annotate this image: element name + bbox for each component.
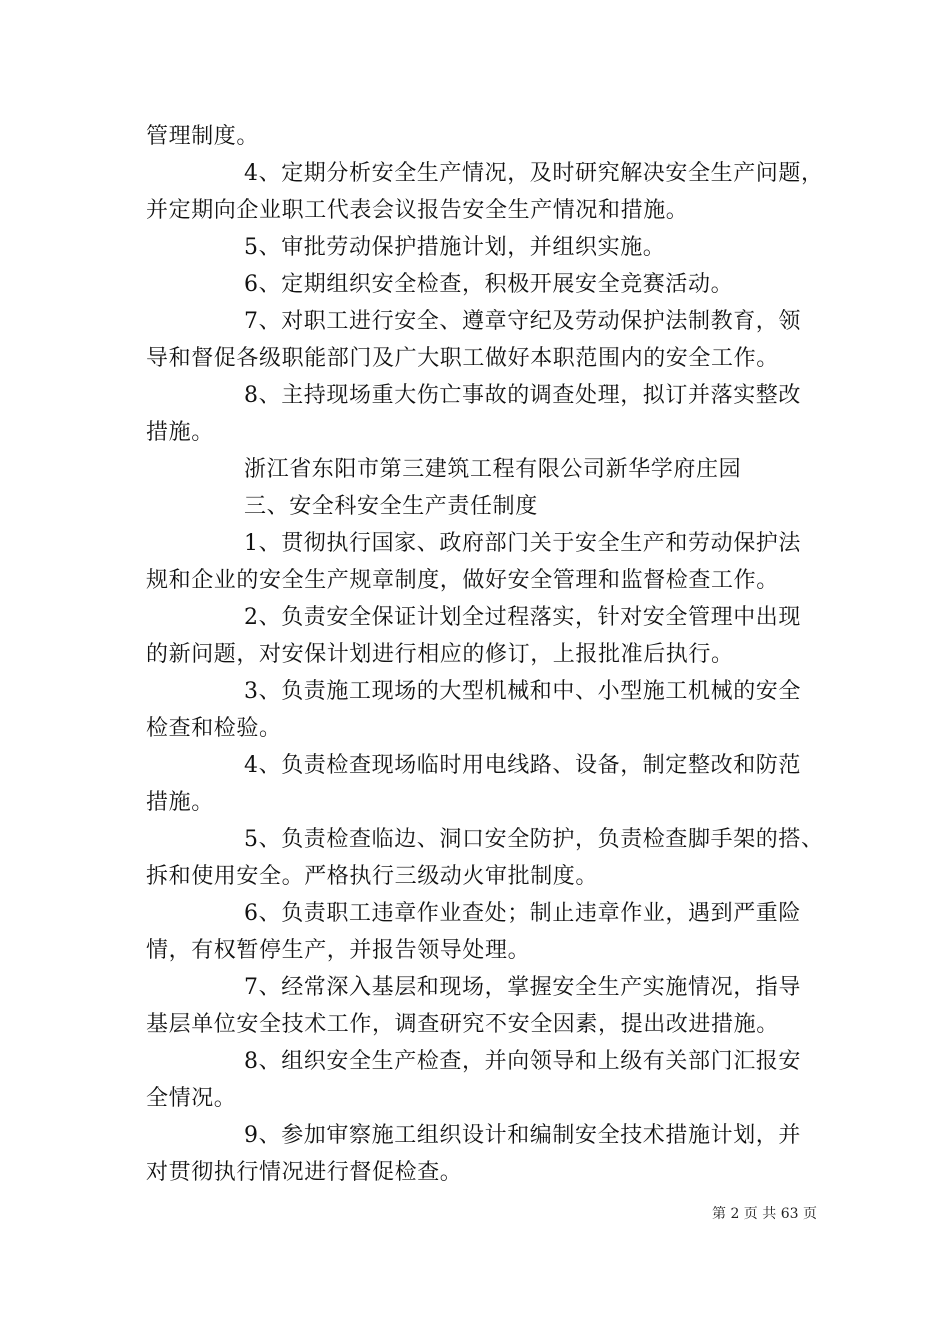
section-heading: 三、安全科安全生产责任制度 bbox=[244, 494, 538, 519]
document-body bbox=[146, 118, 836, 1191]
text-line: 拆和使用安全。严格执行三级动火审批制度。 bbox=[146, 864, 599, 889]
text-line: 情，有权暂停生产，并报告领导处理。 bbox=[146, 938, 531, 963]
page-number-footer: 第 2 页 共 63 页 bbox=[712, 1206, 817, 1222]
text-line: 4、定期分析安全生产情况，及时研究解决安全生产问题， bbox=[244, 161, 824, 186]
text-line: 全情况。 bbox=[146, 1086, 237, 1111]
text-line: 9、参加审察施工组织设计和编制安全技术措施计划，并 bbox=[244, 1123, 801, 1148]
text-line: 5、负责检查临边、洞口安全防护，负责检查脚手架的搭、 bbox=[244, 827, 824, 852]
text-line: 8、主持现场重大伤亡事故的调查处理，拟订并落实整改 bbox=[244, 383, 801, 408]
text-line: 规和企业的安全生产规章制度，做好安全管理和监督检查工作。 bbox=[146, 568, 779, 593]
text-line: 4、负责检查现场临时用电线路、设备，制定整改和防范 bbox=[244, 753, 801, 778]
text-line: 2、负责安全保证计划全过程落实，针对安全管理中出现 bbox=[244, 605, 801, 630]
text-line: 6、负责职工违章作业查处；制止违章作业，遇到严重险 bbox=[244, 901, 801, 926]
text-line: 7、经常深入基层和现场，掌握安全生产实施情况，指导 bbox=[244, 975, 801, 1000]
text-line: 并定期向企业职工代表会议报告安全生产情况和措施。 bbox=[146, 198, 689, 223]
text-line: 5、审批劳动保护措施计划，并组织实施。 bbox=[244, 235, 666, 260]
text-line: 的新问题，对安保计划进行相应的修订，上报批准后执行。 bbox=[146, 642, 734, 667]
text-line: 措施。 bbox=[146, 790, 214, 815]
text-line: 8、组织安全生产检查，并向领导和上级有关部门汇报安 bbox=[244, 1049, 801, 1074]
text-line: 检查和检验。 bbox=[146, 716, 282, 741]
text-line: 对贯彻执行情况进行督促检查。 bbox=[146, 1160, 463, 1185]
text-line: 导和督促各级职能部门及广大职工做好本职范围内的安全工作。 bbox=[146, 346, 779, 371]
text-line: 措施。 bbox=[146, 420, 214, 445]
text-line: 1、贯彻执行国家、政府部门关于安全生产和劳动保护法 bbox=[244, 531, 801, 556]
text-line: 3、负责施工现场的大型机械和中、小型施工机械的安全 bbox=[244, 679, 801, 704]
text-line: 基层单位安全技术工作，调查研究不安全因素，提出改进措施。 bbox=[146, 1012, 779, 1037]
text-line: 7、对职工进行安全、遵章守纪及劳动保护法制教育，领 bbox=[244, 309, 801, 334]
company-name-line: 浙江省东阳市第三建筑工程有限公司新华学府庄园 bbox=[244, 457, 742, 482]
text-line: 6、定期组织安全检查，积极开展安全竞赛活动。 bbox=[244, 272, 734, 297]
text-line: 管理制度。 bbox=[146, 124, 260, 149]
